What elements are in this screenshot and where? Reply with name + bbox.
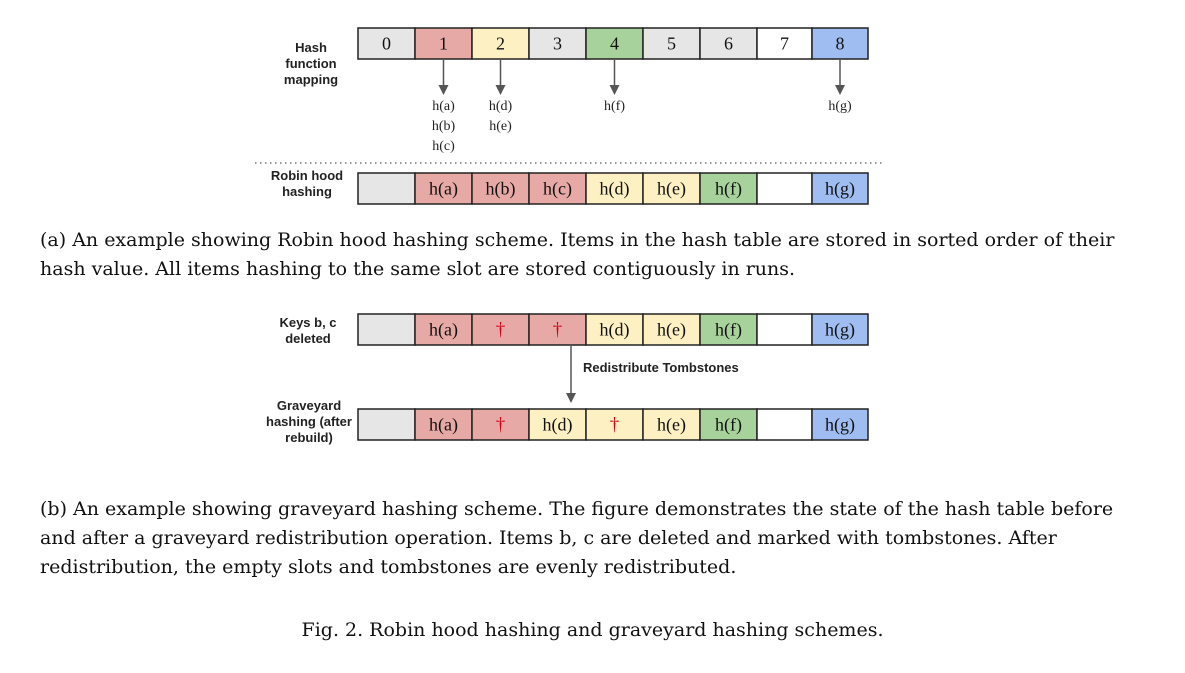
redistribute-label: Redistribute Tombstones [583,360,739,375]
robin-cell-7 [757,173,812,204]
index-value-5: 5 [667,33,676,54]
index-value-2: 2 [496,33,505,54]
graveyard-row [358,409,868,440]
hash-value-2-1: h(e) [489,119,512,134]
deleted-value-8: h(g) [825,319,855,340]
deleted-cell-7 [757,314,812,345]
caption-a: (a) An example showing Robin hood hashing scheme. Items in the hash table are stored in sorted order of their hash value. All items hashing to the same slot are stored contiguously in runs. [40,229,1115,280]
hash-value-4-0: h(f) [604,99,625,114]
graveyard-value-1: h(a) [429,414,458,435]
index-value-1: 1 [439,33,448,54]
robin-value-6: h(f) [715,178,742,199]
robin-hood-label: Robin hood hashing [270,168,344,199]
graveyard-value-8: h(g) [825,414,855,435]
graveyard-value-3: h(d) [542,414,573,435]
hash-value-1-1: h(b) [431,119,456,134]
robin-value-2: h(b) [485,178,516,199]
robin-value-4: h(d) [599,178,630,199]
index-value-8: 8 [835,33,845,54]
index-value-7: 7 [780,33,789,54]
hash-arrows [444,60,841,90]
hash-value-1-2: h(c) [432,139,455,154]
deleted-value-6: h(f) [715,319,742,340]
hash-value-1-0: h(a) [432,99,455,114]
graveyard-value-5: h(e) [657,414,686,435]
graveyard-tombstone-4: † [609,414,620,436]
keys-deleted-label: Keys b, c deleted [279,315,337,346]
caption-b: (b) An example showing graveyard hashing scheme. The figure demonstrates the state of the hash table before and after a graveyard redistribution operation. Items b, c are deleted and marked with tombstones. After redistribution, the empty slots and tombstones are evenly redistributed. [40,498,1114,578]
deleted-tombstone-3: † [552,319,563,341]
graveyard-tombstone-2: † [495,414,506,436]
robin-value-8: h(g) [825,178,855,199]
robin-hood-row [358,173,868,204]
deleted-tombstone-2: † [495,319,506,341]
index-row [358,28,868,59]
hash-value-2-0: h(d) [488,99,513,114]
figure-caption: Fig. 2. Robin hood hashing and graveyard hashing schemes. [301,619,884,641]
robin-cell-0 [358,173,415,204]
index-value-4: 4 [610,33,619,54]
graveyard-value-6: h(f) [715,414,742,435]
graveyard-cell-0 [358,409,415,440]
deleted-row [358,314,868,345]
robin-value-3: h(c) [543,178,572,199]
index-value-3: 3 [553,33,562,54]
graveyard-label: Graveyard hashing (after rebuild) [266,398,352,445]
hash-value-lists [432,99,852,154]
index-value-6: 6 [724,33,733,54]
deleted-cell-0 [358,314,415,345]
robin-value-5: h(e) [657,178,686,199]
hash-value-8-0: h(g) [828,99,852,114]
robin-value-1: h(a) [429,178,458,199]
graveyard-cell-7 [757,409,812,440]
index-value-0: 0 [382,33,391,54]
deleted-value-5: h(e) [657,319,686,340]
deleted-value-1: h(a) [429,319,458,340]
deleted-value-4: h(d) [599,319,630,340]
hash-mapping-label: Hash function mapping [283,40,339,87]
